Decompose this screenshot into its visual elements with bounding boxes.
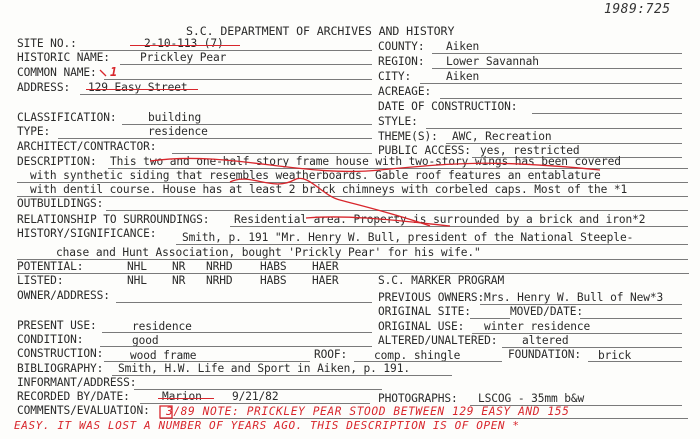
date-of-construction-rule <box>532 113 682 114</box>
recorded-label: RECORDED BY/DATE: <box>17 390 130 403</box>
history-rule-2 <box>17 259 688 260</box>
site-no-value: 2-10-113 (7) <box>144 37 224 50</box>
type-value: residence <box>148 125 208 138</box>
card-header: S.C. DEPARTMENT OF ARCHIVES AND HISTORY <box>186 24 455 38</box>
architect-label: ARCHITECT/CONTRACTOR: <box>17 140 157 153</box>
present-use-label: PRESENT USE: <box>17 319 97 332</box>
condition-rule <box>100 346 372 347</box>
site-no-label: SITE NO.: <box>17 37 77 50</box>
common-name-tick <box>100 70 106 76</box>
recorded-by-strike <box>158 398 214 399</box>
bibliography-value: Smith, H.W. Life and Sport in Aiken, p. 191. <box>118 362 410 375</box>
history-line-2: chase and Hunt Association, bought 'Prickly Pear' for his wife." <box>56 246 481 259</box>
comments-line-1: 3/89 NOTE: PRICKLEY PEAR STOOD BETWEEN 129 EASY AND 155 <box>166 405 570 418</box>
moved-date-label: MOVED/DATE: <box>510 305 583 318</box>
listed-nrhd: NRHD <box>206 274 233 287</box>
comments-line-2: EASY. IT WAS LOST A NUMBER OF YEARS AGO. THIS DESCRIPTION IS OF OPEN * <box>14 419 520 432</box>
listed-haer: HAER <box>312 274 339 287</box>
original-site-rule <box>470 318 510 319</box>
original-site-label: ORIGINAL SITE: <box>378 305 471 318</box>
moved-date-rule <box>580 318 682 319</box>
classification-label: CLASSIFICATION: <box>17 111 117 124</box>
potential-nrhd: NRHD <box>206 260 233 273</box>
historic-name-rule <box>120 64 372 65</box>
county-rule <box>432 53 682 54</box>
themes-label: THEME(S): <box>378 130 438 143</box>
relationship-label: RELATIONSHIP TO SURROUNDINGS: <box>17 213 210 226</box>
recorded-date: 9/21/82 <box>232 390 279 403</box>
relationship-value: Residential area. Property is surrounded by a brick and iron*2 <box>234 213 646 226</box>
style-label: STYLE: <box>378 115 418 128</box>
outbuildings-label: OUTBUILDINGS: <box>17 197 104 210</box>
description-line-3: with dentil course. House has at least 2 brick chimneys with corbeled caps. Most of the *1 <box>30 183 628 196</box>
historic-name-label: HISTORIC NAME: <box>17 51 110 64</box>
bibliography-rule <box>112 375 452 376</box>
architect-rule <box>172 153 372 154</box>
public-access-label: PUBLIC ACCESS: <box>378 144 471 157</box>
history-label: HISTORY/SIGNIFICANCE: <box>17 227 157 240</box>
description-line-1: This two and one-half story frame house with two-story wings has been covered <box>110 155 621 168</box>
altered-label: ALTERED/UNALTERED: <box>378 334 498 347</box>
type-rule <box>58 138 372 139</box>
listed-habs: HABS <box>260 274 287 287</box>
address-strike <box>86 89 198 90</box>
foundation-rule <box>588 361 682 362</box>
outbuildings-rule <box>106 210 688 211</box>
city-value: Aiken <box>446 70 480 83</box>
common-name-label: COMMON NAME: <box>17 66 97 79</box>
potential-rule <box>17 273 689 274</box>
previous-owners-label: PREVIOUS OWNERS: <box>378 291 485 304</box>
recorded-by: Marion <box>162 390 202 403</box>
listed-nhl: NHL <box>127 274 147 287</box>
marker-program: S.C. MARKER PROGRAM <box>378 274 505 287</box>
condition-label: CONDITION: <box>17 333 84 346</box>
public-access-value: yes, restricted <box>480 144 580 157</box>
region-rule <box>432 68 682 69</box>
site-no-strike <box>130 45 240 46</box>
description-line-2: with synthetic siding that resembles weatherboards. Gable roof features an entablature <box>30 169 601 182</box>
historic-name-value: Prickley Pear <box>140 51 227 64</box>
site-no-rule <box>80 50 372 51</box>
potential-nhl: NHL <box>127 260 147 273</box>
altered-value: altered <box>522 334 569 347</box>
relationship-rule <box>230 226 688 227</box>
address-value: 129 Easy Street <box>88 81 188 94</box>
owner-address-label: OWNER/ADDRESS: <box>17 289 110 302</box>
potential-label: POTENTIAL: <box>17 260 84 273</box>
themes-value: AWC, Recreation <box>452 130 552 143</box>
history-rule-1 <box>176 244 688 245</box>
foundation-value: brick <box>598 349 632 362</box>
present-use-rule <box>102 332 372 333</box>
construction-label: CONSTRUCTION: <box>17 347 104 360</box>
bibliography-label: BIBLIOGRAPHY: <box>17 362 104 375</box>
roof-label: ROOF: <box>314 348 348 361</box>
listed-label: LISTED: <box>17 274 64 287</box>
comments-label: COMMENTS/EVALUATION: <box>17 404 150 417</box>
accession-number: 1989:725 <box>604 2 671 17</box>
potential-nr: NR <box>172 260 186 273</box>
roof-value: comp. shingle <box>374 349 461 362</box>
region-label: REGION: <box>378 55 425 68</box>
foundation-label: FOUNDATION: <box>508 348 581 361</box>
previous-owners-value: Mrs. Henry W. Bull of New*3 <box>484 291 664 304</box>
listed-nr: NR <box>172 274 186 287</box>
acreage-label: ACREAGE: <box>378 85 432 98</box>
common-name-value: 1 <box>110 65 118 79</box>
acreage-rule <box>440 98 682 99</box>
county-label: COUNTY: <box>378 40 425 53</box>
recorded-rule <box>140 403 370 404</box>
owner-address-rule <box>116 302 372 303</box>
region-value: Lower Savannah <box>446 55 539 68</box>
county-value: Aiken <box>446 40 480 53</box>
photographs-value: LSCOG - 35mm b&w <box>478 392 585 405</box>
present-use-value: residence <box>132 320 192 333</box>
common-name-rule <box>104 79 372 80</box>
potential-habs: HABS <box>260 260 287 273</box>
history-line-1: Smith, p. 191 "Mr. Henry W. Bull, president of the National Steeple- <box>182 231 634 244</box>
city-label: CITY: <box>378 70 412 83</box>
photographs-label: PHOTOGRAPHS: <box>378 392 458 405</box>
condition-value: good <box>132 334 159 347</box>
description-rule-3 <box>17 196 688 197</box>
city-rule <box>420 83 682 84</box>
type-label: TYPE: <box>17 125 51 138</box>
description-label: DESCRIPTION: <box>17 155 97 168</box>
address-label: ADDRESS: <box>17 81 71 94</box>
original-use-rule <box>472 333 682 334</box>
original-use-value: winter residence <box>484 320 591 333</box>
classification-value: building <box>148 111 202 124</box>
style-rule <box>426 128 682 129</box>
informant-label: INFORMANT/ADDRESS: <box>17 376 137 389</box>
address-rule <box>80 94 372 95</box>
construction-value: wood frame <box>130 349 197 362</box>
date-of-construction-label: DATE OF CONSTRUCTION: <box>378 100 518 113</box>
potential-haer: HAER <box>312 260 339 273</box>
original-use-label: ORIGINAL USE: <box>378 320 465 333</box>
